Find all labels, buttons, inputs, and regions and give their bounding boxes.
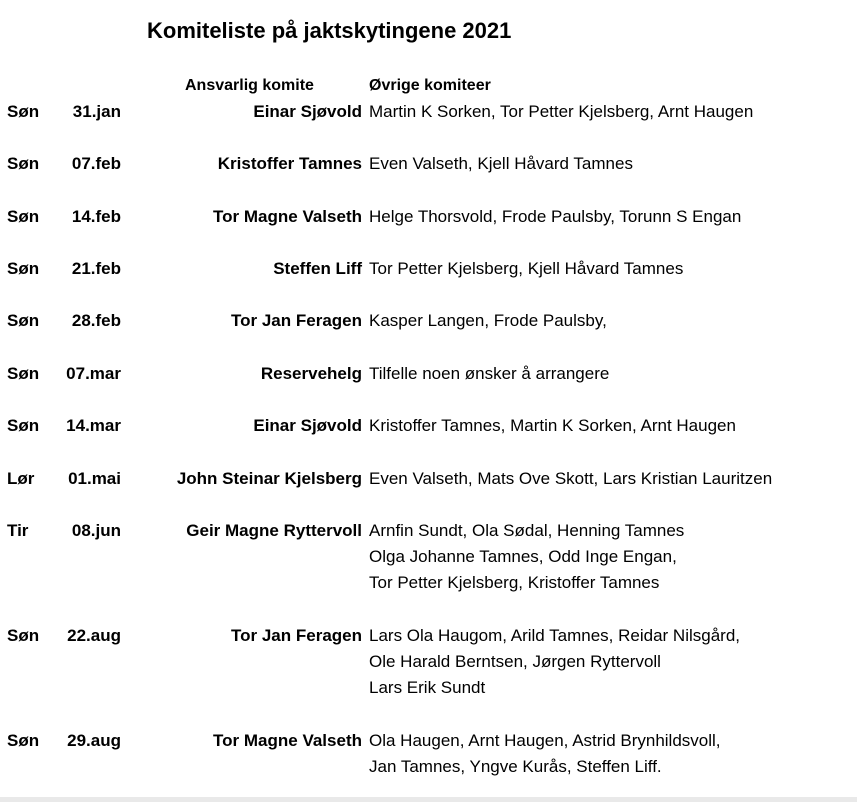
row-date: 07.feb (71, 154, 121, 173)
row-day: Søn (7, 731, 40, 750)
others-line: Kasper Langen, Frode Paulsby, (369, 311, 607, 330)
row-date: 01.mai (68, 469, 121, 488)
others-line: Martin K Sorken, Tor Petter Kjelsberg, Arnt Haugen (369, 102, 754, 121)
row-responsible: Geir Magne Ryttervoll (186, 521, 362, 540)
page-bottom-edge (0, 797, 857, 802)
row-day: Søn (7, 416, 40, 435)
row-day: Søn (7, 102, 40, 121)
row-date: 08.jun (71, 521, 121, 540)
row-responsible: Reservehelg (260, 364, 362, 383)
row-others (369, 728, 721, 780)
others-line: Olga Johanne Tamnes, Odd Inge Engan, (369, 547, 677, 566)
row-responsible: Tor Jan Feragen (231, 311, 362, 330)
row-responsible: Einar Sjøvold (253, 416, 362, 435)
row-responsible: Tor Magne Valseth (213, 731, 362, 750)
others-line: Even Valseth, Mats Ove Skott, Lars Kristian Lauritzen (369, 469, 773, 488)
row-date: 22.aug (67, 626, 121, 645)
others-line: Lars Erik Sundt (369, 678, 486, 697)
row-others (369, 413, 736, 439)
others-line: Lars Ola Haugom, Arild Tamnes, Reidar Nilsgård, (369, 626, 741, 645)
row-date: 21.feb (71, 259, 121, 278)
others-line: Jan Tamnes, Yngve Kurås, Steffen Liff. (369, 757, 662, 776)
row-others (369, 308, 607, 334)
row-date: 14.mar (66, 416, 121, 435)
row-others (369, 204, 741, 230)
others-line: Helge Thorsvold, Frode Paulsby, Torunn S Engan (369, 207, 742, 226)
row-others (369, 623, 740, 701)
row-day: Tir (7, 521, 29, 540)
row-date: 28.feb (71, 311, 121, 330)
row-date: 07.mar (66, 364, 121, 383)
row-responsible: Tor Jan Feragen (231, 626, 362, 645)
others-line: Tor Petter Kjelsberg, Kjell Håvard Tamnes (369, 259, 684, 278)
row-date: 29.aug (67, 731, 121, 750)
others-line: Ole Harald Berntsen, Jørgen Ryttervoll (369, 652, 661, 671)
row-day: Lør (7, 469, 35, 488)
row-day: Søn (7, 311, 40, 330)
row-others (369, 151, 633, 177)
others-line: Kristoffer Tamnes, Martin K Sorken, Arnt Haugen (369, 416, 736, 435)
header-ansvarlig-komite: Ansvarlig komite (185, 77, 314, 94)
row-others (369, 99, 753, 125)
page-title: Komiteliste på jaktskytingene 2021 (147, 18, 512, 43)
others-line: Tor Petter Kjelsberg, Kristoffer Tamnes (369, 573, 660, 592)
others-line: Tilfelle noen ønsker å arrangere (369, 364, 610, 383)
header-ovrige-komiteer: Øvrige komiteer (369, 77, 491, 94)
row-day: Søn (7, 364, 40, 383)
row-date: 14.feb (71, 207, 121, 226)
row-others (369, 466, 772, 492)
row-responsible: Einar Sjøvold (253, 102, 362, 121)
row-responsible: John Steinar Kjelsberg (176, 469, 362, 488)
row-day: Søn (7, 207, 40, 226)
row-others (369, 518, 684, 596)
others-line: Arnfin Sundt, Ola Sødal, Henning Tamnes (369, 521, 685, 540)
row-responsible: Steffen Liff (273, 259, 362, 278)
row-others (369, 361, 609, 387)
row-day: Søn (7, 626, 40, 645)
row-responsible: Tor Magne Valseth (213, 207, 362, 226)
row-day: Søn (7, 259, 40, 278)
others-line: Even Valseth, Kjell Håvard Tamnes (369, 154, 633, 173)
row-day: Søn (7, 154, 40, 173)
row-responsible: Kristoffer Tamnes (217, 154, 362, 173)
row-others (369, 256, 683, 282)
others-line: Ola Haugen, Arnt Haugen, Astrid Brynhildsvoll, (369, 731, 721, 750)
row-date: 31.jan (72, 102, 121, 121)
